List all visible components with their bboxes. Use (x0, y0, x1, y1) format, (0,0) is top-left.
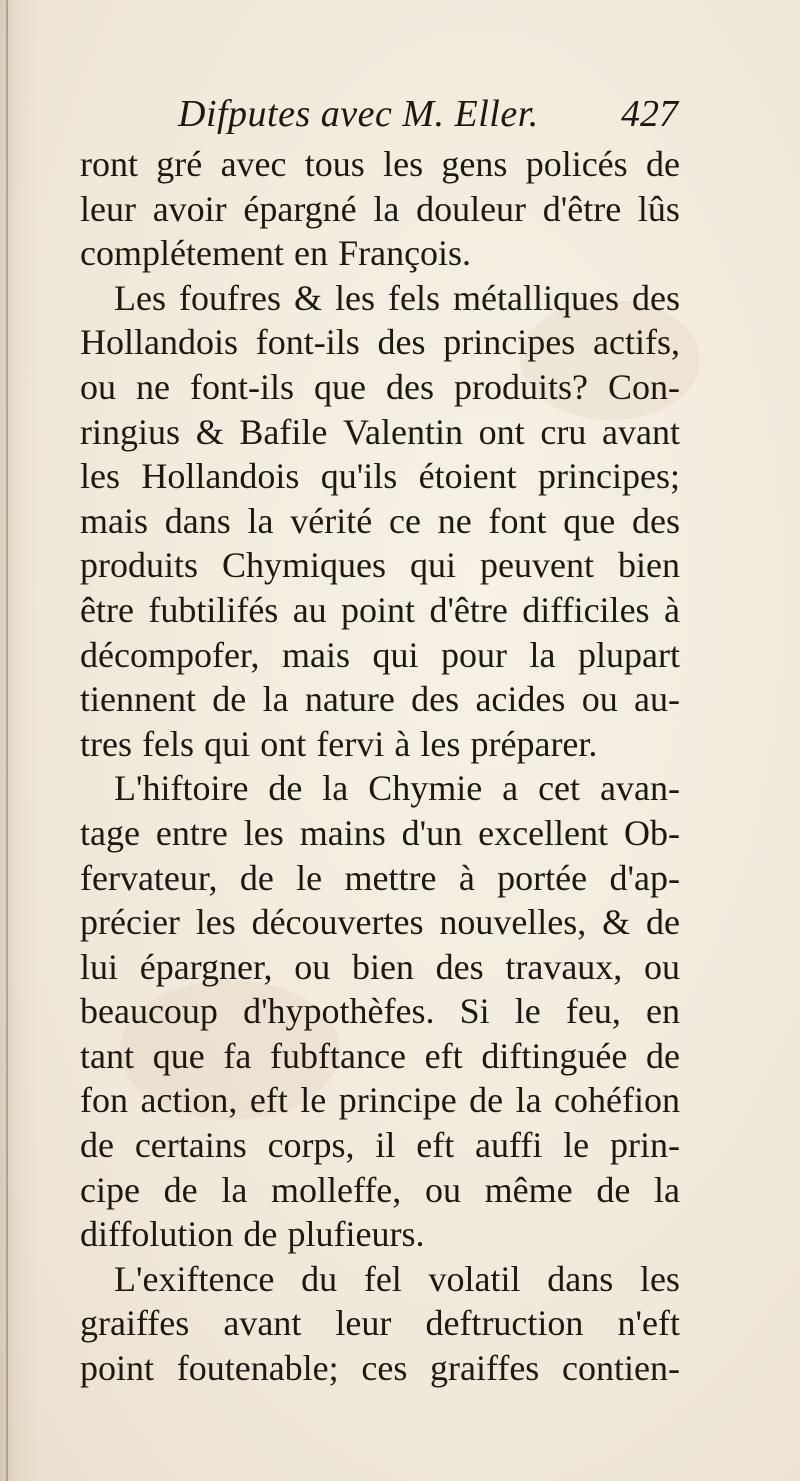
text-word: ou (80, 366, 116, 407)
text-word: Si (459, 991, 490, 1032)
text-word: les (383, 144, 424, 184)
text-word: excellent (478, 812, 609, 853)
text-word: ces (361, 1348, 408, 1389)
text-line (80, 187, 680, 232)
text-word: des (377, 322, 426, 363)
text-word: au (292, 589, 327, 630)
text-word: épargné (243, 188, 357, 229)
text-word: tage (80, 812, 140, 853)
text-line (80, 811, 680, 856)
text-word: de (645, 902, 680, 943)
text-line (80, 1123, 680, 1168)
text-word: il (375, 1125, 396, 1166)
text-word: à (458, 857, 475, 898)
text-word: produits (80, 545, 199, 586)
text-line (80, 231, 680, 276)
text-word: avant (223, 1303, 302, 1344)
text-word: eft (424, 1035, 463, 1076)
text-word: Chymie (368, 768, 483, 809)
text-word: tres (80, 723, 132, 764)
text-word: être (80, 589, 134, 630)
text-word: ou (294, 946, 331, 987)
text-word: leur (335, 1303, 392, 1344)
text-word: a (502, 768, 519, 809)
text-word: font (488, 500, 547, 541)
text-line (80, 856, 680, 901)
text-word: le (514, 991, 541, 1032)
text-line (80, 588, 680, 633)
text-line (80, 900, 680, 945)
text-word: plupart (577, 634, 680, 675)
text-word: en (646, 991, 680, 1032)
text-word: produits? (453, 366, 588, 407)
text-word: & (195, 411, 224, 452)
text-word: ou (644, 946, 680, 987)
text-word: graiffes (80, 1303, 190, 1344)
text-word: bien (351, 946, 414, 987)
text-word: ne (136, 366, 170, 407)
text-word: fon (80, 1080, 128, 1121)
text-word: qui (410, 545, 457, 586)
text-word: fels (388, 277, 440, 318)
body-text (80, 142, 680, 1391)
text-word: principes (443, 322, 576, 363)
text-word: d'être (542, 188, 622, 229)
text-word: la (515, 1080, 542, 1121)
text-word: Valentin (343, 411, 463, 452)
text-line (80, 1168, 680, 1213)
text-word: vérité (290, 500, 373, 541)
text-word: mais (281, 634, 350, 675)
text-word: découvertes (251, 902, 424, 943)
text-word: à (394, 723, 411, 764)
text-line (80, 722, 680, 767)
text-line (80, 142, 680, 187)
text-word: d'un (401, 812, 463, 853)
text-line (80, 1257, 680, 1302)
text-word: les (335, 277, 375, 318)
text-line (80, 1078, 680, 1123)
text-word: fels (142, 723, 195, 764)
text-word: eft (416, 1125, 455, 1166)
text-word: plufieurs. (287, 1214, 425, 1255)
text-line (80, 410, 680, 455)
text-word: de (646, 1035, 680, 1076)
text-word: Les (114, 277, 166, 318)
text-word: & (293, 277, 322, 318)
text-word: foufres (179, 277, 281, 318)
text-word: de (212, 679, 247, 720)
text-word: qui (204, 723, 251, 764)
text-word: la (373, 188, 400, 229)
text-word: certains (134, 1125, 247, 1166)
text-word: le (563, 1125, 590, 1166)
text-word: douleur (416, 188, 527, 229)
text-word: point (80, 1348, 155, 1389)
text-word: ringius (80, 411, 181, 452)
text-word: font-ils (189, 366, 294, 407)
text-word: dans (164, 500, 231, 541)
binding-gutter (6, 0, 8, 1481)
text-line (80, 276, 680, 321)
text-word: cet (538, 768, 581, 809)
text-word: François. (338, 233, 472, 274)
text-word: avoir (152, 188, 227, 229)
text-word: que (563, 500, 616, 541)
text-word: foutenable; (176, 1348, 339, 1389)
text-line (80, 320, 680, 365)
text-word: lûs (637, 188, 680, 229)
text-word: prin- (609, 1125, 680, 1166)
text-word: de (645, 144, 680, 184)
text-word: Hollandois (141, 456, 300, 497)
text-word: d'être (429, 589, 508, 630)
text-word: leur (80, 188, 136, 229)
text-line (80, 499, 680, 544)
text-word: ne (437, 500, 472, 541)
text-word: peuvent (480, 545, 595, 586)
text-word: préparer. (470, 723, 598, 764)
page-header (178, 92, 698, 142)
text-word: la (262, 679, 289, 720)
text-word: des (411, 679, 460, 720)
text-word: d'ap- (609, 857, 680, 898)
text-word: de (469, 1080, 504, 1121)
text-word: la (529, 634, 556, 675)
text-word: gré (156, 144, 203, 184)
text-word: avan- (599, 768, 680, 809)
text-word: ou (424, 1169, 461, 1210)
text-word: des (435, 946, 484, 987)
text-line (80, 989, 680, 1034)
text-word: volatil (428, 1258, 521, 1299)
text-word: point (341, 589, 416, 630)
text-word: la (654, 1169, 680, 1210)
text-word: qui (372, 634, 419, 675)
text-word: tiennent (80, 679, 196, 720)
text-word: tous (304, 144, 365, 184)
text-word: d'hypothèfes. (243, 991, 435, 1032)
text-word: nature (304, 679, 395, 720)
text-word: que (152, 1035, 205, 1076)
text-word: ce (389, 500, 421, 541)
text-word: à (663, 589, 680, 630)
text-word: actifs, (593, 322, 680, 363)
text-word: ont (478, 411, 525, 452)
text-word: n'eft (617, 1303, 680, 1344)
text-word: contien- (562, 1348, 680, 1389)
text-word: tant (80, 1035, 134, 1076)
text-word: le (300, 1080, 327, 1121)
text-word: mais (80, 500, 148, 541)
text-word: étoient (418, 456, 517, 497)
text-word: de (596, 1169, 631, 1210)
text-word: cohéfion (554, 1080, 680, 1121)
text-word: principes; (538, 456, 680, 497)
text-word: beaucoup (80, 991, 218, 1032)
text-word: avec (220, 144, 287, 184)
text-word: lui (80, 946, 119, 987)
running-head: Difputes avec M. Eller. (178, 93, 539, 135)
text-word: acides (475, 679, 566, 720)
text-line (80, 766, 680, 811)
text-word: des (632, 277, 680, 318)
text-word: de (239, 857, 274, 898)
text-word: même (484, 1169, 573, 1210)
text-line (80, 1212, 680, 1257)
text-word: de (80, 1125, 114, 1166)
text-word: action, (140, 1080, 238, 1121)
text-word: les (195, 902, 236, 943)
text-word: que (313, 366, 366, 407)
text-word: bien (618, 545, 680, 586)
text-word: L'exiftence (114, 1258, 275, 1299)
text-line (80, 677, 680, 722)
text-word: de (163, 1169, 198, 1210)
text-word: corps, (267, 1125, 355, 1166)
text-word: de (243, 1214, 278, 1255)
text-word: ront (80, 144, 138, 184)
text-word: la (322, 768, 349, 809)
text-word: les (639, 1258, 680, 1299)
text-word: des (632, 500, 680, 541)
text-word: Con- (607, 366, 680, 407)
text-line (80, 365, 680, 410)
text-word: la (221, 1169, 248, 1210)
text-line (80, 543, 680, 588)
text-word: L'hiftoire (114, 768, 249, 809)
text-word: auffi (475, 1125, 543, 1166)
text-word: & (602, 902, 631, 943)
text-word: métalliques (453, 277, 619, 318)
text-word: gens (441, 144, 508, 184)
text-line (80, 1346, 680, 1391)
text-word: diffolution (80, 1214, 234, 1255)
text-line (80, 454, 680, 499)
text-word: les (80, 456, 120, 497)
text-word: travaux, (505, 946, 623, 987)
text-word: entre (155, 812, 228, 853)
text-word: fubftance (270, 1035, 406, 1076)
text-word: avant (602, 411, 680, 452)
text-line (80, 1034, 680, 1079)
text-word: ou (581, 679, 618, 720)
text-word: épargner, (139, 946, 273, 987)
text-word: dans (547, 1258, 614, 1299)
text-word: fa (223, 1035, 252, 1076)
text-word: portée (497, 857, 588, 898)
text-word: fervateur, (80, 857, 218, 898)
text-word: Bafile (239, 411, 328, 452)
text-word: au- (634, 679, 680, 720)
text-word: deftruction (425, 1303, 584, 1344)
text-word: du (301, 1258, 338, 1299)
text-word: pour (441, 634, 507, 675)
text-word: eft (249, 1080, 288, 1121)
text-word: précier (80, 902, 180, 943)
text-word: la (247, 500, 274, 541)
text-word: nouvelles, (439, 902, 587, 943)
text-word: diftinguée (481, 1035, 628, 1076)
text-word: décompofer, (80, 634, 260, 675)
text-word: feu, (565, 991, 621, 1032)
text-line (80, 633, 680, 678)
text-word: fervi (316, 723, 385, 764)
text-line (80, 945, 680, 990)
text-word: graiffes (430, 1348, 540, 1389)
text-word: fubtilifés (148, 589, 279, 630)
text-word: Hollandois (80, 322, 238, 363)
text-word: fel (363, 1258, 402, 1299)
text-word: en (294, 233, 328, 274)
text-word: les (243, 812, 284, 853)
text-word: ont (260, 723, 307, 764)
text-word: molleffe, (271, 1169, 402, 1210)
text-word: complétement (80, 233, 284, 274)
text-word: mettre (344, 857, 437, 898)
text-word: cipe (80, 1169, 140, 1210)
text-word: les (420, 723, 461, 764)
text-word: qu'ils (320, 456, 398, 497)
text-word: mains (299, 812, 386, 853)
text-word: difficiles (522, 589, 650, 630)
text-word: des (385, 366, 434, 407)
text-word: Chymiques (222, 545, 387, 586)
text-word: Ob- (623, 812, 680, 853)
text-word: cru (540, 411, 587, 452)
page-number: 427 (621, 93, 678, 135)
text-line (80, 1301, 680, 1346)
text-word: de (268, 768, 303, 809)
text-word: font-ils (255, 322, 360, 363)
text-word: policés (525, 144, 628, 184)
text-word: le (296, 857, 323, 898)
text-word: principe (338, 1080, 457, 1121)
